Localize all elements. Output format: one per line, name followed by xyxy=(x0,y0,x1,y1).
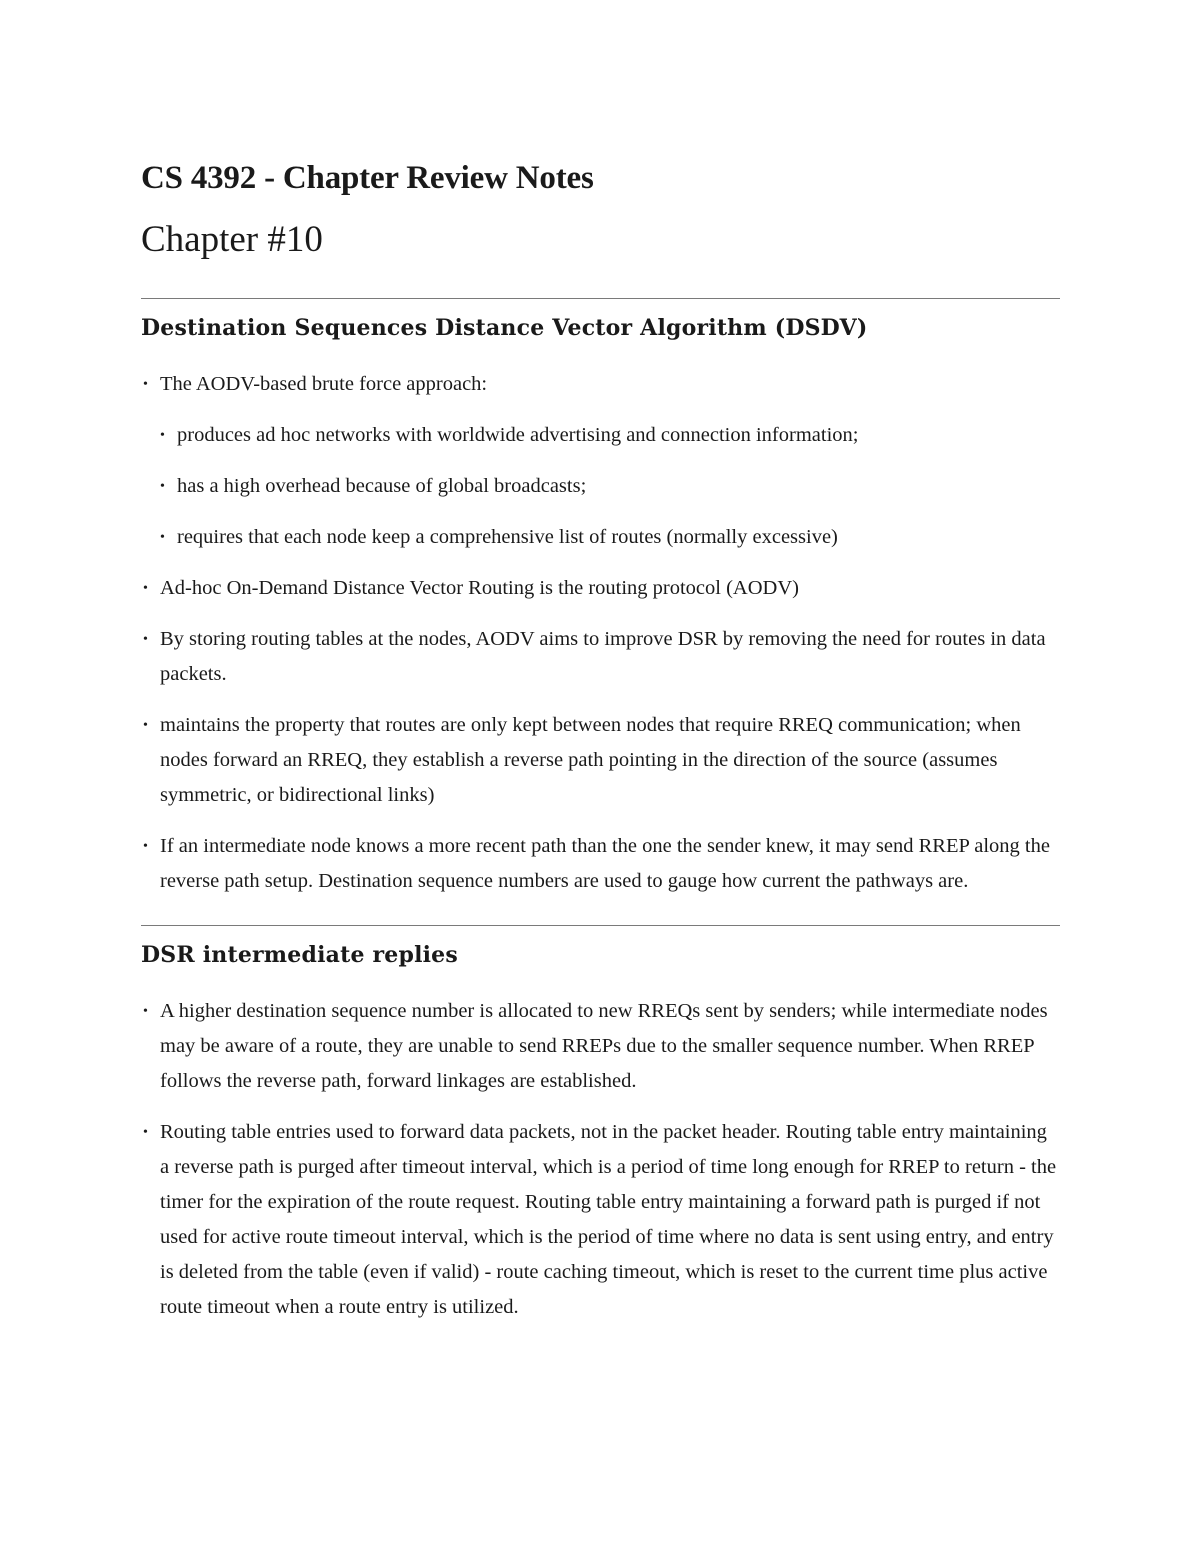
bullet-list xyxy=(141,994,1060,1325)
bullet-icon: • xyxy=(160,479,165,494)
bullet-icon: • xyxy=(143,718,148,733)
list-item xyxy=(141,622,1060,692)
bullet-icon: • xyxy=(143,839,148,854)
section-heading: Destination Sequences Distance Vector Algorithm (DSDV) xyxy=(141,315,868,341)
bullet-icon: • xyxy=(160,530,165,545)
list-item-text: If an intermediate node knows a more recent path than the one the sender knew, it may send RREP along the reverse path setup. Destination sequence numbers are used to gauge how current the pathways are. xyxy=(160,835,1050,892)
list-item xyxy=(141,1115,1060,1325)
list-item xyxy=(141,829,1060,899)
chapter-subtitle: Chapter #10 xyxy=(141,219,323,260)
section-dsr-intermediate-replies xyxy=(141,938,1060,1325)
list-item-text: Ad-hoc On-Demand Distance Vector Routing is the routing protocol (AODV) xyxy=(160,577,799,599)
list-item-text: has a high overhead because of global broadcasts; xyxy=(177,475,587,497)
list-item xyxy=(141,367,1060,402)
list-item-text: Routing table entries used to forward data packets, not in the packet header. Routing table entry maintaining a reverse path is purged after timeout interval, which is a period of time long enough for RREP to return - the timer for the expiration of the route request. Routing table entry maintaining a forward path is purged if not used for active route timeout interval, which is the period of time where no data is sent using entry, and entry is deleted from the table (even if valid) - route caching timeout, which is reset to the current time plus active route timeout when a route entry is utilized. xyxy=(160,1121,1057,1318)
bullet-icon: • xyxy=(143,1004,148,1019)
list-item xyxy=(141,708,1060,813)
section-dsdv xyxy=(141,311,1060,899)
list-item-text: produces ad hoc networks with worldwide advertising and connection information; xyxy=(177,424,859,446)
bullet-icon: • xyxy=(143,581,148,596)
list-item-nested xyxy=(141,418,1060,453)
bullet-icon: • xyxy=(143,377,148,392)
bullet-icon: • xyxy=(160,428,165,443)
list-item-nested xyxy=(141,469,1060,504)
list-item-text: requires that each node keep a comprehensive list of routes (normally excessive) xyxy=(177,526,838,548)
section-divider xyxy=(141,925,1060,926)
list-item-text: By storing routing tables at the nodes, AODV aims to improve DSR by removing the need for routes in data packets. xyxy=(160,628,1046,685)
list-item xyxy=(141,571,1060,606)
list-item-text: The AODV-based brute force approach: xyxy=(160,373,488,395)
list-item-text: maintains the property that routes are only kept between nodes that require RREQ communication; when nodes forward an RREQ, they establish a reverse path pointing in the direction of the source (assumes symmetric, or bidirectional links) xyxy=(160,714,1021,806)
list-item xyxy=(141,994,1060,1099)
document-page xyxy=(141,150,1060,1325)
section-divider xyxy=(141,298,1060,299)
bullet-icon: • xyxy=(143,632,148,647)
list-item-text: A higher destination sequence number is allocated to new RREQs sent by senders; while intermediate nodes may be aware of a route, they are unable to send RREPs due to the smaller sequence number. When RREP follows the reverse path, forward linkages are established. xyxy=(160,1000,1048,1092)
list-item-nested xyxy=(141,520,1060,555)
section-heading: DSR intermediate replies xyxy=(141,942,458,968)
bullet-list xyxy=(141,367,1060,899)
bullet-icon: • xyxy=(143,1125,148,1140)
document-title: CS 4392 - Chapter Review Notes xyxy=(141,160,594,196)
